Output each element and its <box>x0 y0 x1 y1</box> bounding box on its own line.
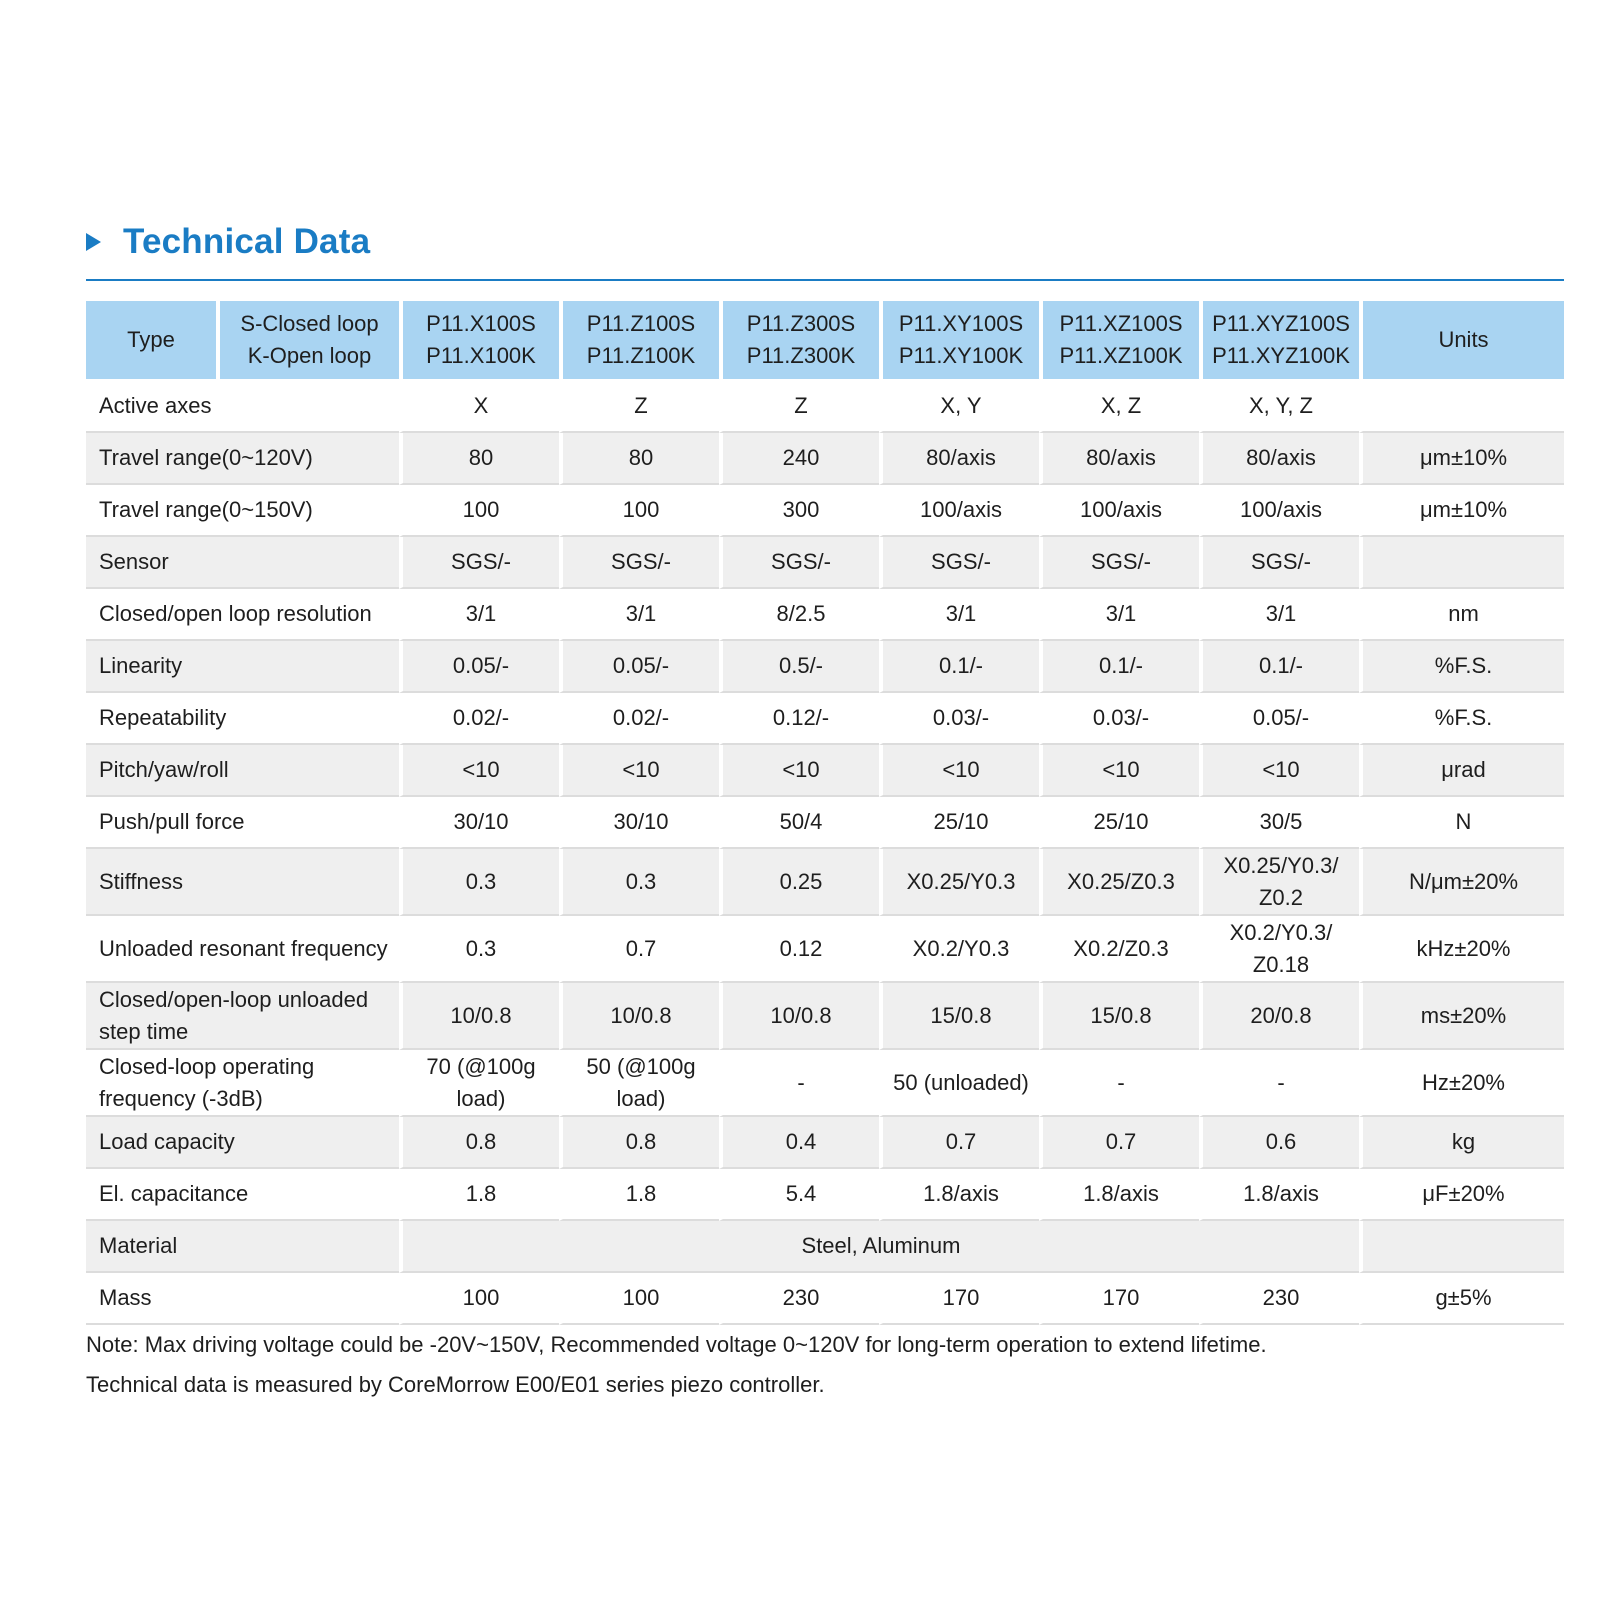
parameter-label: Pitch/yaw/roll <box>86 745 399 797</box>
parameter-label: El. capacitance <box>86 1169 399 1221</box>
value-cell: 0.3 <box>399 849 559 916</box>
model-open: P11.XY100K <box>898 343 1024 368</box>
value-cell: 0.25 <box>719 849 879 916</box>
value-cell: 15/0.8 <box>879 983 1039 1050</box>
table-row <box>86 641 1564 693</box>
value-cell: 30/10 <box>399 797 559 849</box>
parameter-label: Load capacity <box>86 1117 399 1169</box>
value-cell: 100 <box>559 1273 719 1325</box>
value-cell: <10 <box>559 745 719 797</box>
model-open: P11.Z100K <box>586 343 696 368</box>
value-cell: X0.25/Y0.3 <box>879 849 1039 916</box>
value-cell: - <box>1199 1050 1359 1117</box>
table-row <box>86 485 1564 537</box>
table-row <box>86 1169 1564 1221</box>
value-cell: 25/10 <box>879 797 1039 849</box>
footnote-measurement: Technical data is measured by CoreMorrow E00/E01 series piezo controller. <box>86 1372 825 1397</box>
parameter-label: Unloaded resonant frequency <box>86 916 399 983</box>
value-cell: X0.2/Y0.3 <box>879 916 1039 983</box>
value-cell: 80 <box>399 433 559 485</box>
value-cell: 0.12 <box>719 916 879 983</box>
value-cell: 0.6 <box>1199 1117 1359 1169</box>
value-cell: 0.1/- <box>1199 641 1359 693</box>
model-open: P11.X100K <box>426 343 536 368</box>
value-cell: SGS/- <box>559 537 719 589</box>
unit-cell <box>1359 1221 1564 1273</box>
table-row <box>86 1117 1564 1169</box>
value-cell: SGS/- <box>399 537 559 589</box>
value-cell: 10/0.8 <box>559 983 719 1050</box>
value-cell: 230 <box>719 1273 879 1325</box>
value-cell: <10 <box>1199 745 1359 797</box>
parameter-label: Mass <box>86 1273 399 1325</box>
table-row <box>86 1050 1564 1117</box>
value-cell: 15/0.8 <box>1039 983 1199 1050</box>
value-cell: 25/10 <box>1039 797 1199 849</box>
unit-cell <box>1359 381 1564 433</box>
section-heading <box>86 222 370 262</box>
model-closed: P11.XY100S <box>898 311 1024 336</box>
value-cell: 1.8/axis <box>879 1169 1039 1221</box>
parameter-label: Linearity <box>86 641 399 693</box>
value-cell: X0.25/Y0.3/ Z0.2 <box>1199 849 1359 916</box>
value-cell: SGS/- <box>1199 537 1359 589</box>
unit-cell <box>1359 537 1564 589</box>
value-cell: 0.4 <box>719 1117 879 1169</box>
value-cell: 50/4 <box>719 797 879 849</box>
value-cell: 100 <box>559 485 719 537</box>
open-loop-legend: K-Open loop <box>247 343 372 368</box>
table-row <box>86 983 1564 1050</box>
value-cell: 0.05/- <box>1199 693 1359 745</box>
value-cell: 100 <box>399 485 559 537</box>
value-cell: 3/1 <box>559 589 719 641</box>
unit-cell: nm <box>1359 589 1564 641</box>
value-cell: - <box>1039 1050 1199 1117</box>
parameter-label: Closed-loop operating frequency (-3dB) <box>86 1050 399 1117</box>
value-cell: 8/2.5 <box>719 589 879 641</box>
unit-cell: ms±20% <box>1359 983 1564 1050</box>
unit-cell: %F.S. <box>1359 693 1564 745</box>
value-cell: 0.7 <box>1039 1117 1199 1169</box>
value-cell: 100/axis <box>1039 485 1199 537</box>
table-row <box>86 745 1564 797</box>
type-header: Type <box>86 301 216 381</box>
value-cell: Z <box>559 381 719 433</box>
value-cell: 0.3 <box>399 916 559 983</box>
unit-cell: N <box>1359 797 1564 849</box>
units-header: Units <box>1359 301 1564 381</box>
value-cell: SGS/- <box>719 537 879 589</box>
model-closed: P11.XYZ100S <box>1212 311 1350 336</box>
value-cell: 3/1 <box>1039 589 1199 641</box>
value-cell: X0.25/Z0.3 <box>1039 849 1199 916</box>
value-cell: 1.8 <box>399 1169 559 1221</box>
value-cell: 80/axis <box>1199 433 1359 485</box>
value-cell: 300 <box>719 485 879 537</box>
table-row <box>86 433 1564 485</box>
table-row <box>86 693 1564 745</box>
value-cell: 100/axis <box>1199 485 1359 537</box>
value-cell: X0.2/Z0.3 <box>1039 916 1199 983</box>
model-closed: P11.XZ100S <box>1059 311 1183 336</box>
value-cell: <10 <box>719 745 879 797</box>
table-row <box>86 1273 1564 1325</box>
unit-cell: kHz±20% <box>1359 916 1564 983</box>
value-cell: 0.02/- <box>399 693 559 745</box>
value-cell: 80 <box>559 433 719 485</box>
model-header <box>559 301 719 381</box>
unit-cell: μm±10% <box>1359 433 1564 485</box>
value-cell: 0.03/- <box>1039 693 1199 745</box>
footnote-voltage: Note: Max driving voltage could be -20V~150V, Recommended voltage 0~120V for long-term operation to extend lifetime. <box>86 1332 1267 1357</box>
table-row <box>86 916 1564 983</box>
section-title: Technical Data <box>123 222 371 261</box>
value-cell: 100/axis <box>879 485 1039 537</box>
value-cell: 0.02/- <box>559 693 719 745</box>
parameter-label: Closed/open-loop unloaded step time <box>86 983 399 1050</box>
value-cell: 10/0.8 <box>719 983 879 1050</box>
parameter-label: Travel range(0~120V) <box>86 433 399 485</box>
value-cell: 0.3 <box>559 849 719 916</box>
value-cell: 30/10 <box>559 797 719 849</box>
model-header <box>399 301 559 381</box>
value-cell: 0.05/- <box>399 641 559 693</box>
unit-cell: kg <box>1359 1117 1564 1169</box>
value-cell: 50 (unloaded) <box>879 1050 1039 1117</box>
unit-cell: μF±20% <box>1359 1169 1564 1221</box>
value-cell: 0.1/- <box>1039 641 1199 693</box>
value-cell: 0.8 <box>399 1117 559 1169</box>
model-header <box>879 301 1039 381</box>
table-row <box>86 797 1564 849</box>
value-cell: X, Y, Z <box>1199 381 1359 433</box>
value-cell: 50 (@100g load) <box>559 1050 719 1117</box>
model-closed: P11.X100S <box>426 311 536 336</box>
value-cell: 0.12/- <box>719 693 879 745</box>
heading-divider <box>86 279 1564 281</box>
model-open: P11.Z300K <box>746 343 856 368</box>
table-row <box>86 1221 1564 1273</box>
value-cell: - <box>719 1050 879 1117</box>
technical-data-table <box>86 301 1564 1325</box>
value-cell: 80/axis <box>1039 433 1199 485</box>
value-cell: X, Z <box>1039 381 1199 433</box>
parameter-label: Closed/open loop resolution <box>86 589 399 641</box>
value-cell: 100 <box>399 1273 559 1325</box>
unit-cell: μrad <box>1359 745 1564 797</box>
model-closed: P11.Z300S <box>746 311 856 336</box>
value-cell: 0.03/- <box>879 693 1039 745</box>
value-cell: 10/0.8 <box>399 983 559 1050</box>
value-cell: 1.8/axis <box>1199 1169 1359 1221</box>
value-cell: <10 <box>399 745 559 797</box>
parameter-label: Repeatability <box>86 693 399 745</box>
unit-cell: N/μm±20% <box>1359 849 1564 916</box>
value-cell: 0.7 <box>879 1117 1039 1169</box>
value-cell: SGS/- <box>1039 537 1199 589</box>
value-cell: X0.2/Y0.3/ Z0.18 <box>1199 916 1359 983</box>
value-cell: 170 <box>879 1273 1039 1325</box>
value-cell: X, Y <box>879 381 1039 433</box>
value-cell: X <box>399 381 559 433</box>
unit-cell: g±5% <box>1359 1273 1564 1325</box>
value-cell: 30/5 <box>1199 797 1359 849</box>
closed-loop-legend: S-Closed loop <box>240 311 379 336</box>
value-cell: 3/1 <box>879 589 1039 641</box>
parameter-label: Material <box>86 1221 399 1273</box>
value-cell: 230 <box>1199 1273 1359 1325</box>
parameter-label: Sensor <box>86 537 399 589</box>
unit-cell: %F.S. <box>1359 641 1564 693</box>
value-cell: 0.1/- <box>879 641 1039 693</box>
model-open: P11.XZ100K <box>1059 343 1183 368</box>
parameter-label: Travel range(0~150V) <box>86 485 399 537</box>
unit-cell: Hz±20% <box>1359 1050 1564 1117</box>
value-cell: 20/0.8 <box>1199 983 1359 1050</box>
triangle-bullet-icon <box>86 233 101 251</box>
table-row <box>86 381 1564 433</box>
value-cell: 0.8 <box>559 1117 719 1169</box>
value-cell: 170 <box>1039 1273 1199 1325</box>
material-value: Steel, Aluminum <box>399 1221 1359 1273</box>
model-open: P11.XYZ100K <box>1212 343 1350 368</box>
value-cell: Z <box>719 381 879 433</box>
value-cell: 3/1 <box>399 589 559 641</box>
value-cell: 0.05/- <box>559 641 719 693</box>
table-row <box>86 849 1564 916</box>
table-row <box>86 537 1564 589</box>
parameter-label: Stiffness <box>86 849 399 916</box>
value-cell: 1.8 <box>559 1169 719 1221</box>
value-cell: 1.8/axis <box>1039 1169 1199 1221</box>
value-cell: 80/axis <box>879 433 1039 485</box>
value-cell: SGS/- <box>879 537 1039 589</box>
model-header <box>719 301 879 381</box>
value-cell: 70 (@100g load) <box>399 1050 559 1117</box>
table-row <box>86 589 1564 641</box>
value-cell: 0.5/- <box>719 641 879 693</box>
table-header-row <box>86 301 1564 381</box>
unit-cell: μm±10% <box>1359 485 1564 537</box>
parameter-label: Push/pull force <box>86 797 399 849</box>
model-header <box>1039 301 1199 381</box>
value-cell: 5.4 <box>719 1169 879 1221</box>
value-cell: 0.7 <box>559 916 719 983</box>
model-closed: P11.Z100S <box>586 311 696 336</box>
value-cell: <10 <box>879 745 1039 797</box>
value-cell: <10 <box>1039 745 1199 797</box>
parameter-label: Active axes <box>86 381 399 433</box>
value-cell: 240 <box>719 433 879 485</box>
loop-mode-header <box>216 301 399 381</box>
model-header <box>1199 301 1359 381</box>
value-cell: 3/1 <box>1199 589 1359 641</box>
